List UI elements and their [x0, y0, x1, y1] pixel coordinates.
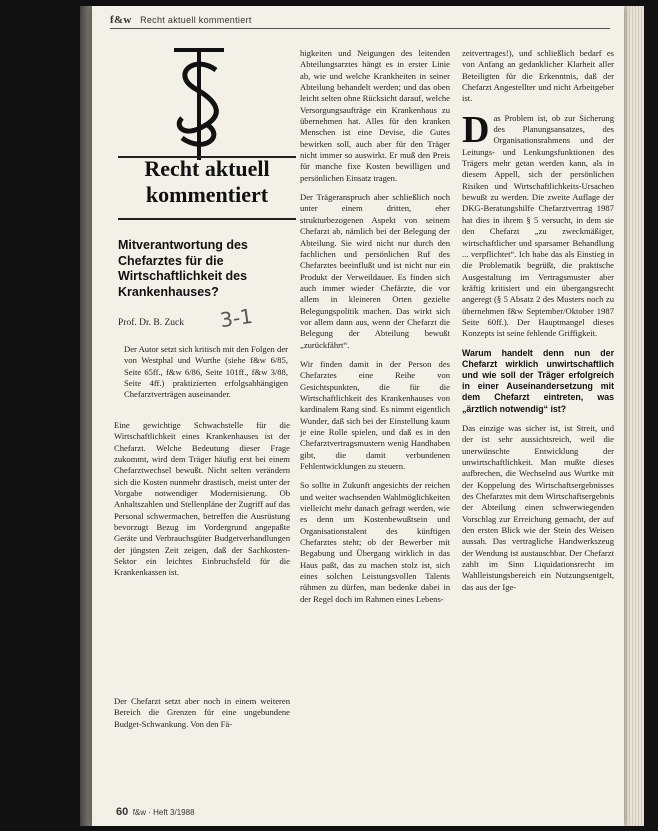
col3-drop-text: as Problem ist, ob zur Sicherung des Planungsansatzes, des Organisationsrahmens und der Leitungs- und Lenkungsfunktionen des Trägers mehr getan werden kann, als in diesem Appell, sich der persönlichen Risiken und Wirtschaftlichkeits-Ursachen bewußt zu werden. Die zweite Auflage der DKG-Beratungshilfe Chefarztvertrag 1987 hat dies in ihrem § 5 versucht, in dem sie den Chefarzt „zu zweckmäßiger, wirtschaftlicher und sparsamer Behandlung ... verpflichtet“. Ich habe das als Einstieg in die Problematik begrüßt, die praktische Ausgestaltung im Vertragsmuster aber kräftig kritisiert und ein übergangsrecht angeregt (§ 5 Absatz 2 des Musters noch zu übernehmen f&w September/Oktober 1987 Seite 60ff.). Der Hauptmangel dieses Konzepts ist seine fehlende Griffigkeit.	[462, 112, 614, 339]
page-number: 60	[116, 806, 129, 818]
section-name: Recht aktuell kommentiert	[140, 15, 252, 25]
rubric-line-1: Recht aktuell	[144, 156, 270, 181]
journal-issue: f&w · Heft 3/1988	[132, 808, 195, 817]
col3-paragraph-1: zeitvertrages!), und schließlich bedarf es von Anfang an gedanklicher Klarheit aller Beteiligten für die Erkenntnis, daß der Chefarzt Angestellter und nicht Arbeitgeber ist.	[462, 48, 614, 104]
book-spine	[80, 6, 92, 826]
column-2	[300, 48, 450, 613]
col3-paragraph-3: Das einzige was sicher ist, ist Streit, und der ist sehr aussichtsreich, weil die unerwünschte Entwicklung der unwirtschaftlichkeit. Man mußte dieses aufbrechen, die Wechselnd aus Wurtke mit der Koppelung des Wirtschaftsergebnisses des Chefarztes mit dem Wirtschaftsergebnis der Abteilung einen schwerwiegenden Vorschlag zur Erreichung gemacht, der auf den ersten Blick wie der Stein des Weisen aussah. Das vertragliche Handwerkszeug der Wendung ist austauschbar. Der Chefarzt zahlt im Sinn Liquidationsrecht im Wahlleistungsbereich ein Nutzungsentgelt, das aus der Ige-	[462, 422, 614, 592]
article-author: Prof. Dr. B. Zuck	[118, 318, 184, 328]
handwritten-note: 3-1	[218, 303, 255, 333]
journal-page	[92, 6, 624, 826]
article-abstract	[124, 344, 288, 409]
col3-paragraph-2	[462, 108, 614, 340]
col1-paragraph: Eine gewichtige Schwachstelle für die Wirtschaftlichkeit eines Krankenhauses ist der Chefarzt. Welche Bedeutung dieser Frage zukommt, wird dem Träger häufig erst bei einem Chefarztwechsel bewußt. Nicht selten verändern sich die Kosten nunmehr drastisch, meist unter der Vorgabe notwendiger Modernisierung. Ob Anhaltszahlen und Stellenpläne der Zugriff auf das Personal schwermachen, betreffen die Ausrüstung bevorzugt Bezug im Vordergrund angepaßte Geräte und Verbrauchsgüter Budgetverhandlungen der jüngsten Zeit zeigen, daß der Sachkosten-Sektor ein leichtes Einbruchsfeld für die Krankenkassen ist.	[114, 420, 290, 578]
page-footer	[116, 806, 195, 818]
subheading-question: Warum handelt denn nun der Chefarzt wirklich unwirtschaftlich und wie soll der Träger erfolgreich in einer Auseinandersetzung mit dem Chefarzt eintreten, was „ärztlich notwendig“ ist?	[462, 347, 614, 414]
rubric-title	[122, 156, 292, 208]
column-1	[114, 420, 290, 587]
drop-cap: D	[462, 108, 490, 151]
column-1-end	[114, 696, 290, 738]
col2-paragraph-4: So sollte in Zukunft angesichts der reichen und weiter wachsenden Wahlmöglichkeiten vielleicht mehr danach gefragt werden, wie es denn um Kostenbewußtsein und Organisationstalent des künftigen Chefarztes steht; ob der Bewerber mit Begabung und Übergang wirklich in das Haus paßt, das zu machen stolz ist, sich eines solchen Leistungsvollen Talents rühmen zu dürfen, man bedenke dabei in der Regel doch im Rahmen eines Lebens-	[300, 480, 450, 604]
col2-paragraph-2: Der Trägeranspruch aber schließlich noch unter einem dritten, eher strukturbezogenen Aspekt von seinem Chefarzt ab, nämlich bei der Belegung der Abteilung. Sie wird nicht nur durch den fachlichen und persönlichen Ruf des Chefarztes beeinflußt und ist nicht nur ein Produkt der Verweildauer. Es finden sich auch immer wieder Chefärzte, die vor allem in kleineren Orten gezielte Belegungspolitik machen. Das wirkt sich vor allem dann aus, wenn der Chefarzt die Belegung der Abteilung bewußt „zurückfährt“.	[300, 192, 450, 350]
article-title: Mitverantwortung des Chefarztes für die Wirtschaftlichkeit des Krankenhauses?	[118, 238, 248, 299]
running-header	[110, 14, 252, 26]
col2-paragraph-3: Wir finden damit in der Person des Chefarztes eine Reihe von Gesichtspunkten, die für die Wirtschaftlichkeit des Krankenhauses von kardinalem Rang sind. Es nimmt eigentlich Wunder, daß sich bei der Einstellung kaum je eine Rolle spielen, und daß es in den Chefarztvertragsmustern wenig Handhaben gibt, die damit verbundenen Fehlentwicklungen zu steuern.	[300, 358, 450, 472]
col1-end-paragraph: Der Chefarzt setzt aber noch in einem weiteren Bereich die Grenzen für eine ungebundene Budget-Schwankung. Von den Fä-	[114, 696, 290, 729]
col2-paragraph-1: higkeiten und Neigungen des leitenden Abteilungsarztes hängt es in erster Linie ab, wie und welche Krankheiten in seiner Abteilung behandelt werden; und das oben leicht selten ohne Rücksicht darauf, welche Versorgungsaufträge ein Krankenhaus zu übernehmen hat. Alles für den kranken Menschen ist eine Devise, die Gutes bewirken soll, auch aber für den Träger nicht immer so auswirkt. Er muß den Preis für manche fixe Kosten bewilligen und persönlichen Einsatz tragen.	[300, 48, 450, 183]
column-3	[462, 48, 614, 601]
page-edges	[624, 6, 644, 826]
header-rule	[110, 28, 610, 29]
paragraph-sign-icon	[154, 44, 244, 164]
journal-logo: f&w	[110, 14, 132, 26]
rubric-line-2: kommentiert	[145, 182, 269, 207]
abstract-text: Der Autor setzt sich kritisch mit den Folgen der von Westphal und Wurthe (siehe f&w 6/85, Seite 65ff., f&w 6/86, Seite 101ff., f&w 3/88, Seite 4ff.) praktizierten erfolgsabhängigen Chefarztverträgen auseinander.	[124, 344, 288, 400]
